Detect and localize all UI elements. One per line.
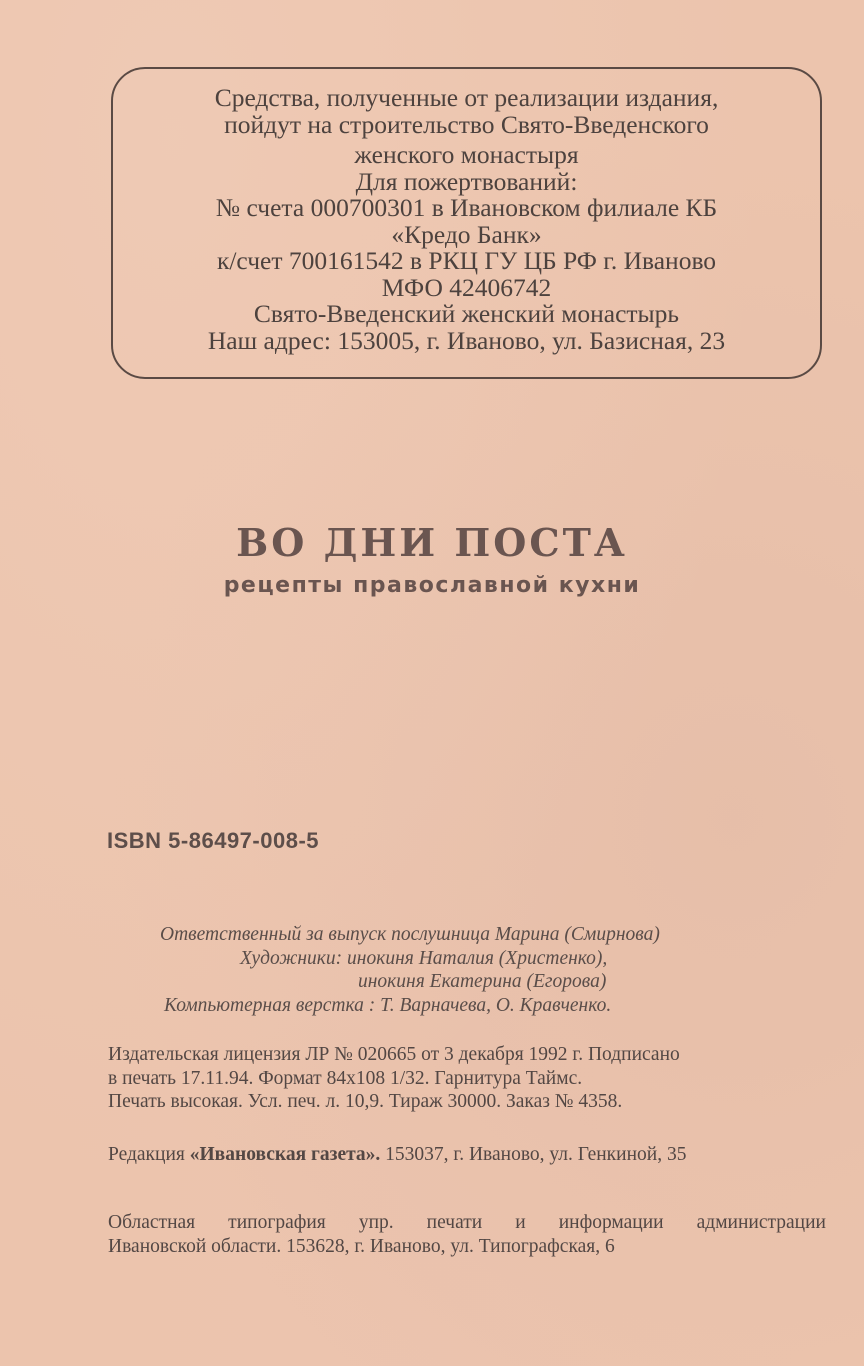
bank-name-line: «Кредо Банк» [391,219,542,249]
donation-line: Средства, полученные от реализации издания, [214,83,719,112]
printing-line: Ивановской области. 153628, г. Иваново, ул. Типографская, 6 [108,1236,615,1257]
imprint-line: Печать высокая. Усл. печ. л. 10,9. Тираж 30000. Заказ № 4358. [108,1091,623,1112]
correspondent-account-line: к/счет 700161542 в РКЦ ГУ ЦБ РФ г. Иваново [216,246,717,275]
donation-line: женского монастыря [354,140,579,169]
book-title-block [0,520,864,606]
printing-house [108,1211,826,1259]
donation-text [113,85,820,354]
monastery-name-line: Свято-Введенский женский монастырь [253,299,680,328]
editorial-address: 153037, г. Иваново, ул. Генкиной, 35 [385,1144,687,1165]
imprint-block [108,1043,680,1114]
credit-line-artists: Художники: инокиня Наталия (Христенко), [240,947,608,969]
editorial-office [108,1144,686,1166]
book-subtitle: рецепты православной кухни [223,573,641,598]
credit-line-layout: Компьютерная верстка : Т. Варначева, О. Кравченко. [164,994,612,1016]
donation-line: пойдут на строительство Свято-Введенского [224,109,709,139]
printing-line: Областная типография упр. печати и информации администрации [108,1212,826,1233]
book-title: ВО ДНИ ПОСТА [236,520,628,565]
isbn-number: ISBN 5-86497-008-5 [107,828,320,853]
imprint-line: Издательская лицензия ЛР № 020665 от 3 декабря 1992 г. Подписано [108,1044,680,1065]
credit-line-responsible: Ответственный за выпуск послушница Марина (Смирнова) [160,924,660,945]
donation-line: Для пожертвований: [355,166,578,196]
bank-account-line: № счета 000700301 в Ивановском филиале КБ [215,193,718,222]
address-line: Наш адрес: 153005, г. Иваново, ул. Базисная, 23 [207,325,726,355]
imprint-line: в печать 17.11.94. Формат 84x108 1/32. Гарнитура Таймс. [108,1067,583,1089]
editorial-name: «Ивановская газета». [189,1144,381,1165]
credit-line-artists-cont: инокиня Екатерина (Егорова) [358,971,607,992]
editorial-prefix: Редакция [108,1144,190,1165]
donation-info-box [111,67,822,379]
mfo-line: МФО 42406742 [381,272,552,302]
credits-block [160,923,660,1017]
